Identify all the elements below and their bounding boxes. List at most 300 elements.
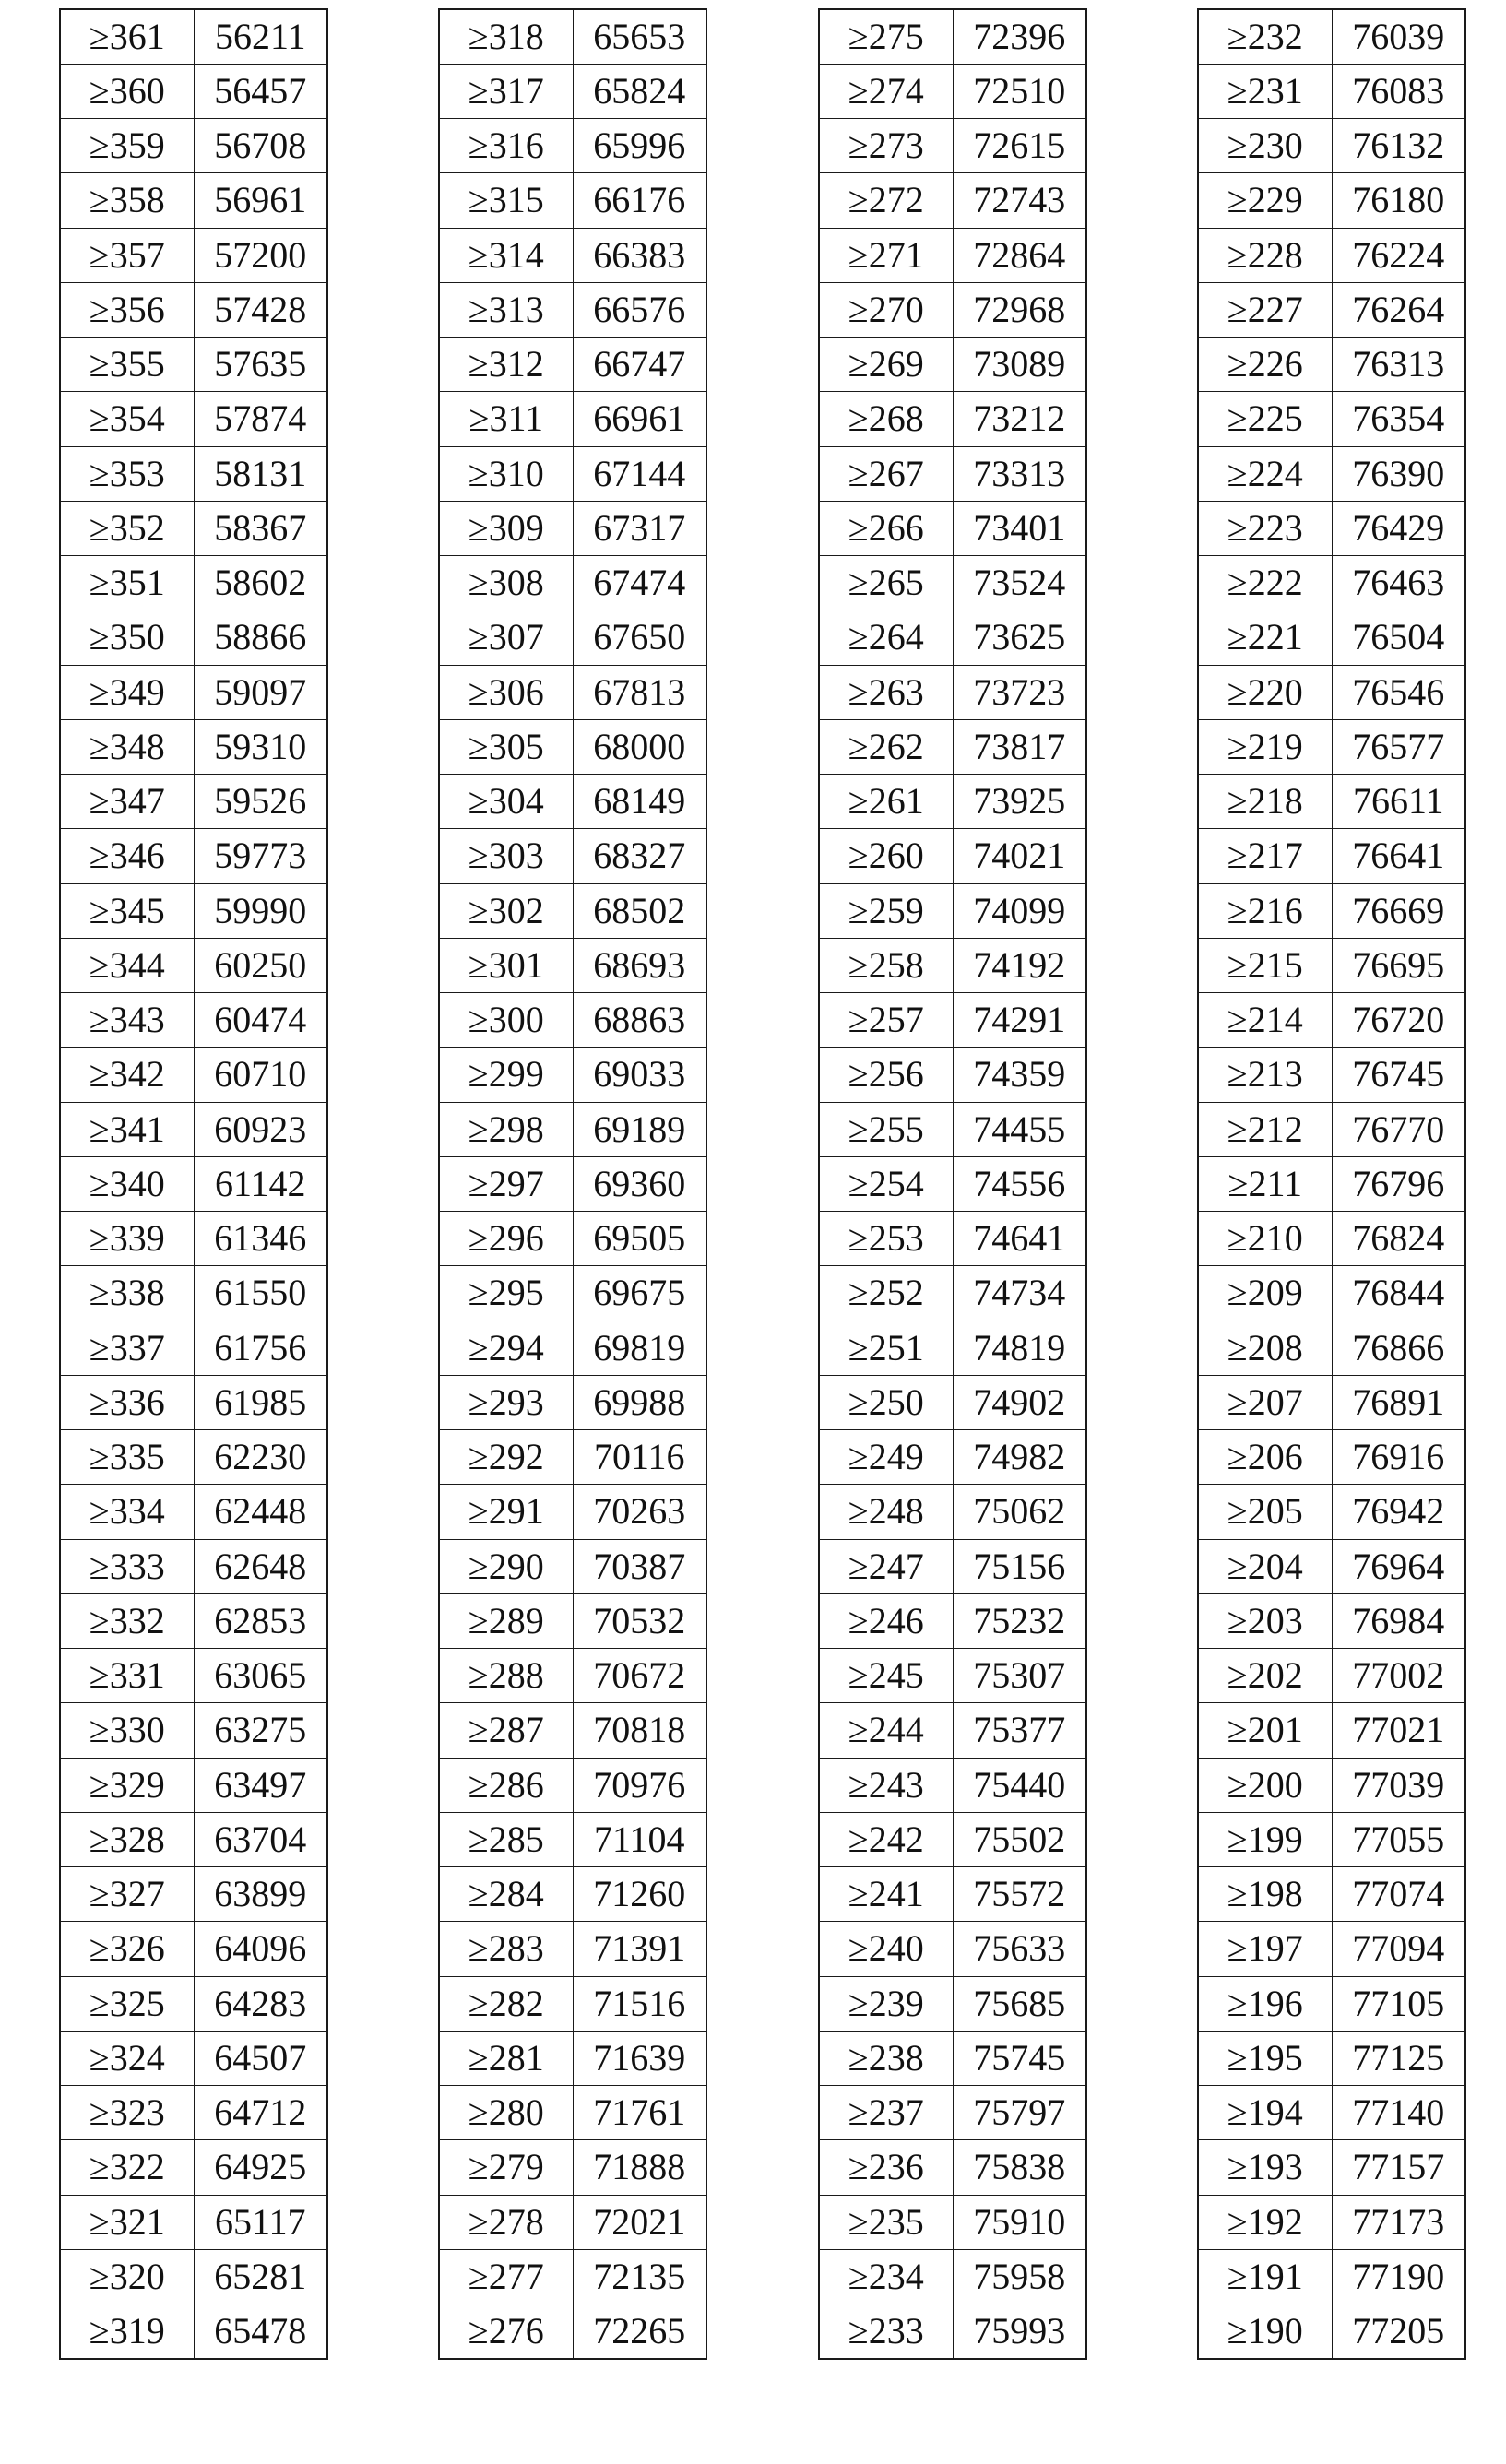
- score-table-2: [438, 8, 707, 2360]
- cumulative-count-cell: 67650: [573, 610, 706, 665]
- score-threshold-cell: ≥298: [439, 1102, 573, 1156]
- cumulative-count-cell: 73625: [953, 610, 1086, 665]
- cumulative-count-cell: 68327: [573, 829, 706, 883]
- score-threshold-cell: ≥254: [819, 1156, 953, 1211]
- cumulative-count-cell: 62853: [194, 1593, 327, 1648]
- cumulative-count-cell: 63065: [194, 1649, 327, 1703]
- score-threshold-cell: ≥332: [60, 1593, 194, 1648]
- cumulative-count-cell: 75440: [953, 1758, 1086, 1812]
- score-threshold-cell: ≥331: [60, 1649, 194, 1703]
- cumulative-count-cell: 75307: [953, 1649, 1086, 1703]
- cumulative-count-cell: 73089: [953, 338, 1086, 392]
- score-threshold-cell: ≥216: [1198, 883, 1332, 938]
- table-row: [819, 1867, 1086, 1922]
- table-row: [819, 938, 1086, 992]
- table-row: [1198, 1812, 1465, 1866]
- cumulative-count-cell: 76504: [1332, 610, 1465, 665]
- cumulative-count-cell: 65996: [573, 119, 706, 173]
- cumulative-count-cell: 71639: [573, 2031, 706, 2085]
- table-row: [819, 2195, 1086, 2249]
- table-row: [439, 775, 706, 829]
- score-threshold-cell: ≥294: [439, 1321, 573, 1375]
- table-row: [60, 64, 327, 118]
- cumulative-count-cell: 76745: [1332, 1048, 1465, 1102]
- score-threshold-cell: ≥290: [439, 1539, 573, 1593]
- cumulative-count-cell: 76224: [1332, 228, 1465, 282]
- score-threshold-cell: ≥214: [1198, 993, 1332, 1048]
- score-threshold-cell: ≥205: [1198, 1485, 1332, 1539]
- table-row: [60, 1321, 327, 1375]
- score-threshold-cell: ≥282: [439, 1976, 573, 2031]
- score-threshold-cell: ≥302: [439, 883, 573, 938]
- score-threshold-cell: ≥343: [60, 993, 194, 1048]
- cumulative-count-cell: 65281: [194, 2249, 327, 2304]
- score-threshold-cell: ≥219: [1198, 719, 1332, 774]
- table-row: [819, 1649, 1086, 1703]
- cumulative-count-cell: 76463: [1332, 556, 1465, 610]
- cumulative-count-cell: 63704: [194, 1812, 327, 1866]
- table-row: [439, 1102, 706, 1156]
- table-row: [439, 9, 706, 64]
- cumulative-count-cell: 75797: [953, 2086, 1086, 2140]
- table-row: [60, 610, 327, 665]
- table-row: [1198, 1758, 1465, 1812]
- cumulative-count-cell: 70672: [573, 1649, 706, 1703]
- cumulative-count-cell: 62448: [194, 1485, 327, 1539]
- cumulative-count-cell: 76891: [1332, 1375, 1465, 1429]
- table-row: [1198, 1485, 1465, 1539]
- table-row: [1198, 1976, 1465, 2031]
- score-threshold-cell: ≥253: [819, 1212, 953, 1266]
- cumulative-count-cell: 60474: [194, 993, 327, 1048]
- table-row: [1198, 1102, 1465, 1156]
- score-threshold-cell: ≥251: [819, 1321, 953, 1375]
- table-row: [819, 993, 1086, 1048]
- score-threshold-cell: ≥354: [60, 392, 194, 446]
- cumulative-count-cell: 60923: [194, 1102, 327, 1156]
- table-row: [439, 938, 706, 992]
- score-threshold-cell: ≥212: [1198, 1102, 1332, 1156]
- cumulative-count-cell: 63899: [194, 1867, 327, 1922]
- score-threshold-cell: ≥360: [60, 64, 194, 118]
- cumulative-count-cell: 68502: [573, 883, 706, 938]
- score-threshold-cell: ≥197: [1198, 1922, 1332, 1976]
- score-threshold-cell: ≥338: [60, 1266, 194, 1321]
- cumulative-count-cell: 57428: [194, 282, 327, 337]
- score-threshold-cell: ≥292: [439, 1430, 573, 1485]
- cumulative-count-cell: 76770: [1332, 1102, 1465, 1156]
- table-row: [439, 2086, 706, 2140]
- cumulative-count-cell: 74902: [953, 1375, 1086, 1429]
- cumulative-count-cell: 66176: [573, 173, 706, 228]
- table-row: [439, 1758, 706, 1812]
- cumulative-count-cell: 73524: [953, 556, 1086, 610]
- cumulative-count-cell: 64096: [194, 1922, 327, 1976]
- cumulative-count-cell: 72135: [573, 2249, 706, 2304]
- score-threshold-cell: ≥301: [439, 938, 573, 992]
- cumulative-count-cell: 70387: [573, 1539, 706, 1593]
- score-threshold-cell: ≥334: [60, 1485, 194, 1539]
- cumulative-count-cell: 68149: [573, 775, 706, 829]
- score-threshold-cell: ≥207: [1198, 1375, 1332, 1429]
- score-threshold-cell: ≥260: [819, 829, 953, 883]
- cumulative-count-cell: 61756: [194, 1321, 327, 1375]
- cumulative-count-cell: 60710: [194, 1048, 327, 1102]
- table-row: [439, 2249, 706, 2304]
- cumulative-count-cell: 76720: [1332, 993, 1465, 1048]
- score-threshold-cell: ≥295: [439, 1266, 573, 1321]
- cumulative-count-cell: 61550: [194, 1266, 327, 1321]
- cumulative-count-cell: 57874: [194, 392, 327, 446]
- table-row: [819, 1758, 1086, 1812]
- cumulative-count-cell: 74291: [953, 993, 1086, 1048]
- cumulative-count-cell: 68000: [573, 719, 706, 774]
- table-row: [819, 9, 1086, 64]
- score-threshold-cell: ≥357: [60, 228, 194, 282]
- cumulative-count-cell: 58866: [194, 610, 327, 665]
- table-row: [60, 556, 327, 610]
- table-row: [60, 775, 327, 829]
- cumulative-count-cell: 76083: [1332, 64, 1465, 118]
- cumulative-count-cell: 75910: [953, 2195, 1086, 2249]
- cumulative-count-cell: 76132: [1332, 119, 1465, 173]
- table-row: [1198, 1922, 1465, 1976]
- table-row: [819, 119, 1086, 173]
- score-threshold-cell: ≥232: [1198, 9, 1332, 64]
- table-row: [60, 2031, 327, 2085]
- score-threshold-cell: ≥199: [1198, 1812, 1332, 1866]
- score-threshold-cell: ≥277: [439, 2249, 573, 2304]
- table-row: [1198, 1430, 1465, 1485]
- table-row: [439, 1321, 706, 1375]
- table-row: [819, 1048, 1086, 1102]
- score-threshold-cell: ≥293: [439, 1375, 573, 1429]
- cumulative-count-cell: 77055: [1332, 1812, 1465, 1866]
- score-threshold-cell: ≥249: [819, 1430, 953, 1485]
- cumulative-count-cell: 61985: [194, 1375, 327, 1429]
- score-threshold-cell: ≥283: [439, 1922, 573, 1976]
- score-threshold-cell: ≥316: [439, 119, 573, 173]
- cumulative-count-cell: 59310: [194, 719, 327, 774]
- score-threshold-cell: ≥308: [439, 556, 573, 610]
- score-threshold-cell: ≥221: [1198, 610, 1332, 665]
- score-threshold-cell: ≥275: [819, 9, 953, 64]
- score-threshold-cell: ≥297: [439, 1156, 573, 1211]
- cumulative-count-cell: 63275: [194, 1703, 327, 1758]
- score-threshold-cell: ≥270: [819, 282, 953, 337]
- table-row: [439, 1812, 706, 1866]
- cumulative-count-cell: 74734: [953, 1266, 1086, 1321]
- table-row: [819, 1430, 1086, 1485]
- cumulative-count-cell: 71761: [573, 2086, 706, 2140]
- cumulative-count-cell: 69360: [573, 1156, 706, 1211]
- cumulative-count-cell: 64507: [194, 2031, 327, 2085]
- score-threshold-cell: ≥213: [1198, 1048, 1332, 1102]
- cumulative-count-cell: 69675: [573, 1266, 706, 1321]
- table-row: [1198, 1867, 1465, 1922]
- score-threshold-cell: ≥224: [1198, 446, 1332, 501]
- score-threshold-cell: ≥327: [60, 1867, 194, 1922]
- cumulative-count-cell: 73817: [953, 719, 1086, 774]
- score-threshold-cell: ≥190: [1198, 2304, 1332, 2359]
- cumulative-count-cell: 59097: [194, 665, 327, 719]
- score-threshold-cell: ≥217: [1198, 829, 1332, 883]
- table-row: [439, 1922, 706, 1976]
- cumulative-count-cell: 70532: [573, 1593, 706, 1648]
- score-threshold-cell: ≥280: [439, 2086, 573, 2140]
- cumulative-count-cell: 67144: [573, 446, 706, 501]
- table-row: [60, 2195, 327, 2249]
- table-row: [60, 829, 327, 883]
- table-row: [819, 1375, 1086, 1429]
- cumulative-count-cell: 72968: [953, 282, 1086, 337]
- score-threshold-cell: ≥319: [60, 2304, 194, 2359]
- table-row: [60, 1922, 327, 1976]
- table-row: [60, 1593, 327, 1648]
- cumulative-count-cell: 72743: [953, 173, 1086, 228]
- score-threshold-cell: ≥313: [439, 282, 573, 337]
- cumulative-count-cell: 56211: [194, 9, 327, 64]
- score-threshold-cell: ≥265: [819, 556, 953, 610]
- cumulative-count-cell: 73313: [953, 446, 1086, 501]
- table-row: [819, 1976, 1086, 2031]
- score-threshold-cell: ≥337: [60, 1321, 194, 1375]
- score-threshold-cell: ≥258: [819, 938, 953, 992]
- table-row: [60, 338, 327, 392]
- cumulative-count-cell: 77190: [1332, 2249, 1465, 2304]
- table-row: [439, 1867, 706, 1922]
- score-threshold-cell: ≥309: [439, 501, 573, 555]
- cumulative-count-cell: 76577: [1332, 719, 1465, 774]
- score-threshold-cell: ≥272: [819, 173, 953, 228]
- cumulative-count-cell: 76844: [1332, 1266, 1465, 1321]
- cumulative-count-cell: 57200: [194, 228, 327, 282]
- score-threshold-cell: ≥241: [819, 1867, 953, 1922]
- cumulative-count-cell: 76984: [1332, 1593, 1465, 1648]
- cumulative-count-cell: 77140: [1332, 2086, 1465, 2140]
- table-row: [1198, 1539, 1465, 1593]
- score-threshold-cell: ≥315: [439, 173, 573, 228]
- table-row: [819, 2140, 1086, 2195]
- cumulative-count-cell: 62230: [194, 1430, 327, 1485]
- table-row: [439, 2031, 706, 2085]
- cumulative-count-cell: 64712: [194, 2086, 327, 2140]
- cumulative-count-cell: 70976: [573, 1758, 706, 1812]
- table-row: [1198, 228, 1465, 282]
- score-threshold-cell: ≥252: [819, 1266, 953, 1321]
- table-row: [60, 282, 327, 337]
- table-row: [439, 338, 706, 392]
- table-row: [1198, 392, 1465, 446]
- table-row: [1198, 1321, 1465, 1375]
- table-row: [1198, 1212, 1465, 1266]
- cumulative-count-cell: 76264: [1332, 282, 1465, 337]
- score-threshold-cell: ≥261: [819, 775, 953, 829]
- table-row: [60, 1375, 327, 1429]
- cumulative-count-cell: 68693: [573, 938, 706, 992]
- cumulative-count-cell: 77125: [1332, 2031, 1465, 2085]
- table-row: [439, 119, 706, 173]
- cumulative-count-cell: 77039: [1332, 1758, 1465, 1812]
- table-row: [439, 1212, 706, 1266]
- cumulative-count-cell: 72510: [953, 64, 1086, 118]
- score-threshold-cell: ≥269: [819, 338, 953, 392]
- table-row: [60, 173, 327, 228]
- cumulative-count-cell: 76039: [1332, 9, 1465, 64]
- score-threshold-cell: ≥344: [60, 938, 194, 992]
- table-row: [819, 392, 1086, 446]
- table-row: [439, 665, 706, 719]
- score-threshold-cell: ≥257: [819, 993, 953, 1048]
- cumulative-count-cell: 74455: [953, 1102, 1086, 1156]
- table-row: [1198, 993, 1465, 1048]
- cumulative-count-cell: 68863: [573, 993, 706, 1048]
- score-threshold-cell: ≥209: [1198, 1266, 1332, 1321]
- table-row: [439, 1703, 706, 1758]
- table-row: [60, 1539, 327, 1593]
- score-threshold-cell: ≥234: [819, 2249, 953, 2304]
- cumulative-count-cell: 77105: [1332, 1976, 1465, 2031]
- table-row: [60, 2304, 327, 2359]
- score-threshold-cell: ≥278: [439, 2195, 573, 2249]
- cumulative-count-cell: 69988: [573, 1375, 706, 1429]
- score-threshold-cell: ≥192: [1198, 2195, 1332, 2249]
- cumulative-count-cell: 73212: [953, 392, 1086, 446]
- table-row: [1198, 2140, 1465, 2195]
- table-row: [439, 173, 706, 228]
- table-row: [1198, 2086, 1465, 2140]
- table-row: [819, 1703, 1086, 1758]
- cumulative-count-cell: 76180: [1332, 173, 1465, 228]
- table-row: [819, 775, 1086, 829]
- score-threshold-cell: ≥215: [1198, 938, 1332, 992]
- score-threshold-cell: ≥296: [439, 1212, 573, 1266]
- table-row: [60, 1867, 327, 1922]
- cumulative-count-cell: 59990: [194, 883, 327, 938]
- cumulative-count-cell: 75572: [953, 1867, 1086, 1922]
- score-threshold-cell: ≥330: [60, 1703, 194, 1758]
- cumulative-count-cell: 56457: [194, 64, 327, 118]
- cumulative-count-cell: 75377: [953, 1703, 1086, 1758]
- table-row: [1198, 64, 1465, 118]
- cumulative-count-cell: 77205: [1332, 2304, 1465, 2359]
- table-row: [60, 1485, 327, 1539]
- table-row: [819, 1593, 1086, 1648]
- cumulative-count-cell: 76546: [1332, 665, 1465, 719]
- cumulative-count-cell: 59773: [194, 829, 327, 883]
- score-threshold-cell: ≥236: [819, 2140, 953, 2195]
- cumulative-count-cell: 66747: [573, 338, 706, 392]
- cumulative-count-cell: 67317: [573, 501, 706, 555]
- cumulative-count-cell: 72864: [953, 228, 1086, 282]
- table-row: [439, 1976, 706, 2031]
- table-row: [819, 1212, 1086, 1266]
- score-threshold-cell: ≥352: [60, 501, 194, 555]
- score-threshold-cell: ≥255: [819, 1102, 953, 1156]
- score-threshold-cell: ≥307: [439, 610, 573, 665]
- cumulative-count-cell: 71516: [573, 1976, 706, 2031]
- cumulative-count-cell: 76429: [1332, 501, 1465, 555]
- table-row: [1198, 829, 1465, 883]
- cumulative-count-cell: 74359: [953, 1048, 1086, 1102]
- score-threshold-cell: ≥303: [439, 829, 573, 883]
- cumulative-count-cell: 71391: [573, 1922, 706, 1976]
- cumulative-count-cell: 71104: [573, 1812, 706, 1866]
- table-row: [819, 282, 1086, 337]
- cumulative-count-cell: 66961: [573, 392, 706, 446]
- cumulative-count-cell: 58131: [194, 446, 327, 501]
- score-threshold-cell: ≥231: [1198, 64, 1332, 118]
- cumulative-count-cell: 75633: [953, 1922, 1086, 1976]
- score-threshold-cell: ≥345: [60, 883, 194, 938]
- cumulative-count-cell: 72615: [953, 119, 1086, 173]
- score-threshold-cell: ≥244: [819, 1703, 953, 1758]
- score-threshold-cell: ≥195: [1198, 2031, 1332, 2085]
- table-row: [439, 1593, 706, 1648]
- score-threshold-cell: ≥229: [1198, 173, 1332, 228]
- score-threshold-cell: ≥287: [439, 1703, 573, 1758]
- score-threshold-cell: ≥361: [60, 9, 194, 64]
- cumulative-count-cell: 74099: [953, 883, 1086, 938]
- score-threshold-cell: ≥242: [819, 1812, 953, 1866]
- score-threshold-cell: ≥233: [819, 2304, 953, 2359]
- cumulative-count-cell: 77094: [1332, 1922, 1465, 1976]
- score-threshold-cell: ≥321: [60, 2195, 194, 2249]
- score-threshold-cell: ≥285: [439, 1812, 573, 1866]
- cumulative-count-cell: 64925: [194, 2140, 327, 2195]
- score-threshold-cell: ≥340: [60, 1156, 194, 1211]
- score-threshold-cell: ≥266: [819, 501, 953, 555]
- table-row: [60, 119, 327, 173]
- table-row: [819, 1321, 1086, 1375]
- table-row: [60, 2140, 327, 2195]
- table-row: [1198, 938, 1465, 992]
- table-row: [819, 1156, 1086, 1211]
- cumulative-count-cell: 73723: [953, 665, 1086, 719]
- cumulative-count-cell: 74021: [953, 829, 1086, 883]
- cumulative-count-cell: 69505: [573, 1212, 706, 1266]
- cumulative-count-cell: 73401: [953, 501, 1086, 555]
- cumulative-count-cell: 58367: [194, 501, 327, 555]
- cumulative-count-cell: 69189: [573, 1102, 706, 1156]
- score-threshold-cell: ≥208: [1198, 1321, 1332, 1375]
- table-row: [819, 173, 1086, 228]
- table-row: [60, 1649, 327, 1703]
- cumulative-count-cell: 65824: [573, 64, 706, 118]
- cumulative-count-cell: 71260: [573, 1867, 706, 1922]
- table-row: [60, 1703, 327, 1758]
- table-row: [439, 610, 706, 665]
- score-threshold-cell: ≥341: [60, 1102, 194, 1156]
- table-row: [1198, 1649, 1465, 1703]
- score-threshold-cell: ≥204: [1198, 1539, 1332, 1593]
- score-threshold-cell: ≥271: [819, 228, 953, 282]
- cumulative-count-cell: 76390: [1332, 446, 1465, 501]
- cumulative-count-cell: 75838: [953, 2140, 1086, 2195]
- table-row: [439, 1649, 706, 1703]
- score-threshold-cell: ≥299: [439, 1048, 573, 1102]
- score-threshold-cell: ≥336: [60, 1375, 194, 1429]
- table-row: [1198, 446, 1465, 501]
- score-threshold-cell: ≥286: [439, 1758, 573, 1812]
- score-threshold-cell: ≥274: [819, 64, 953, 118]
- cumulative-count-cell: 75232: [953, 1593, 1086, 1648]
- score-threshold-cell: ≥324: [60, 2031, 194, 2085]
- cumulative-count-cell: 76354: [1332, 392, 1465, 446]
- table-row: [1198, 501, 1465, 555]
- cumulative-count-cell: 77173: [1332, 2195, 1465, 2249]
- cumulative-count-cell: 69819: [573, 1321, 706, 1375]
